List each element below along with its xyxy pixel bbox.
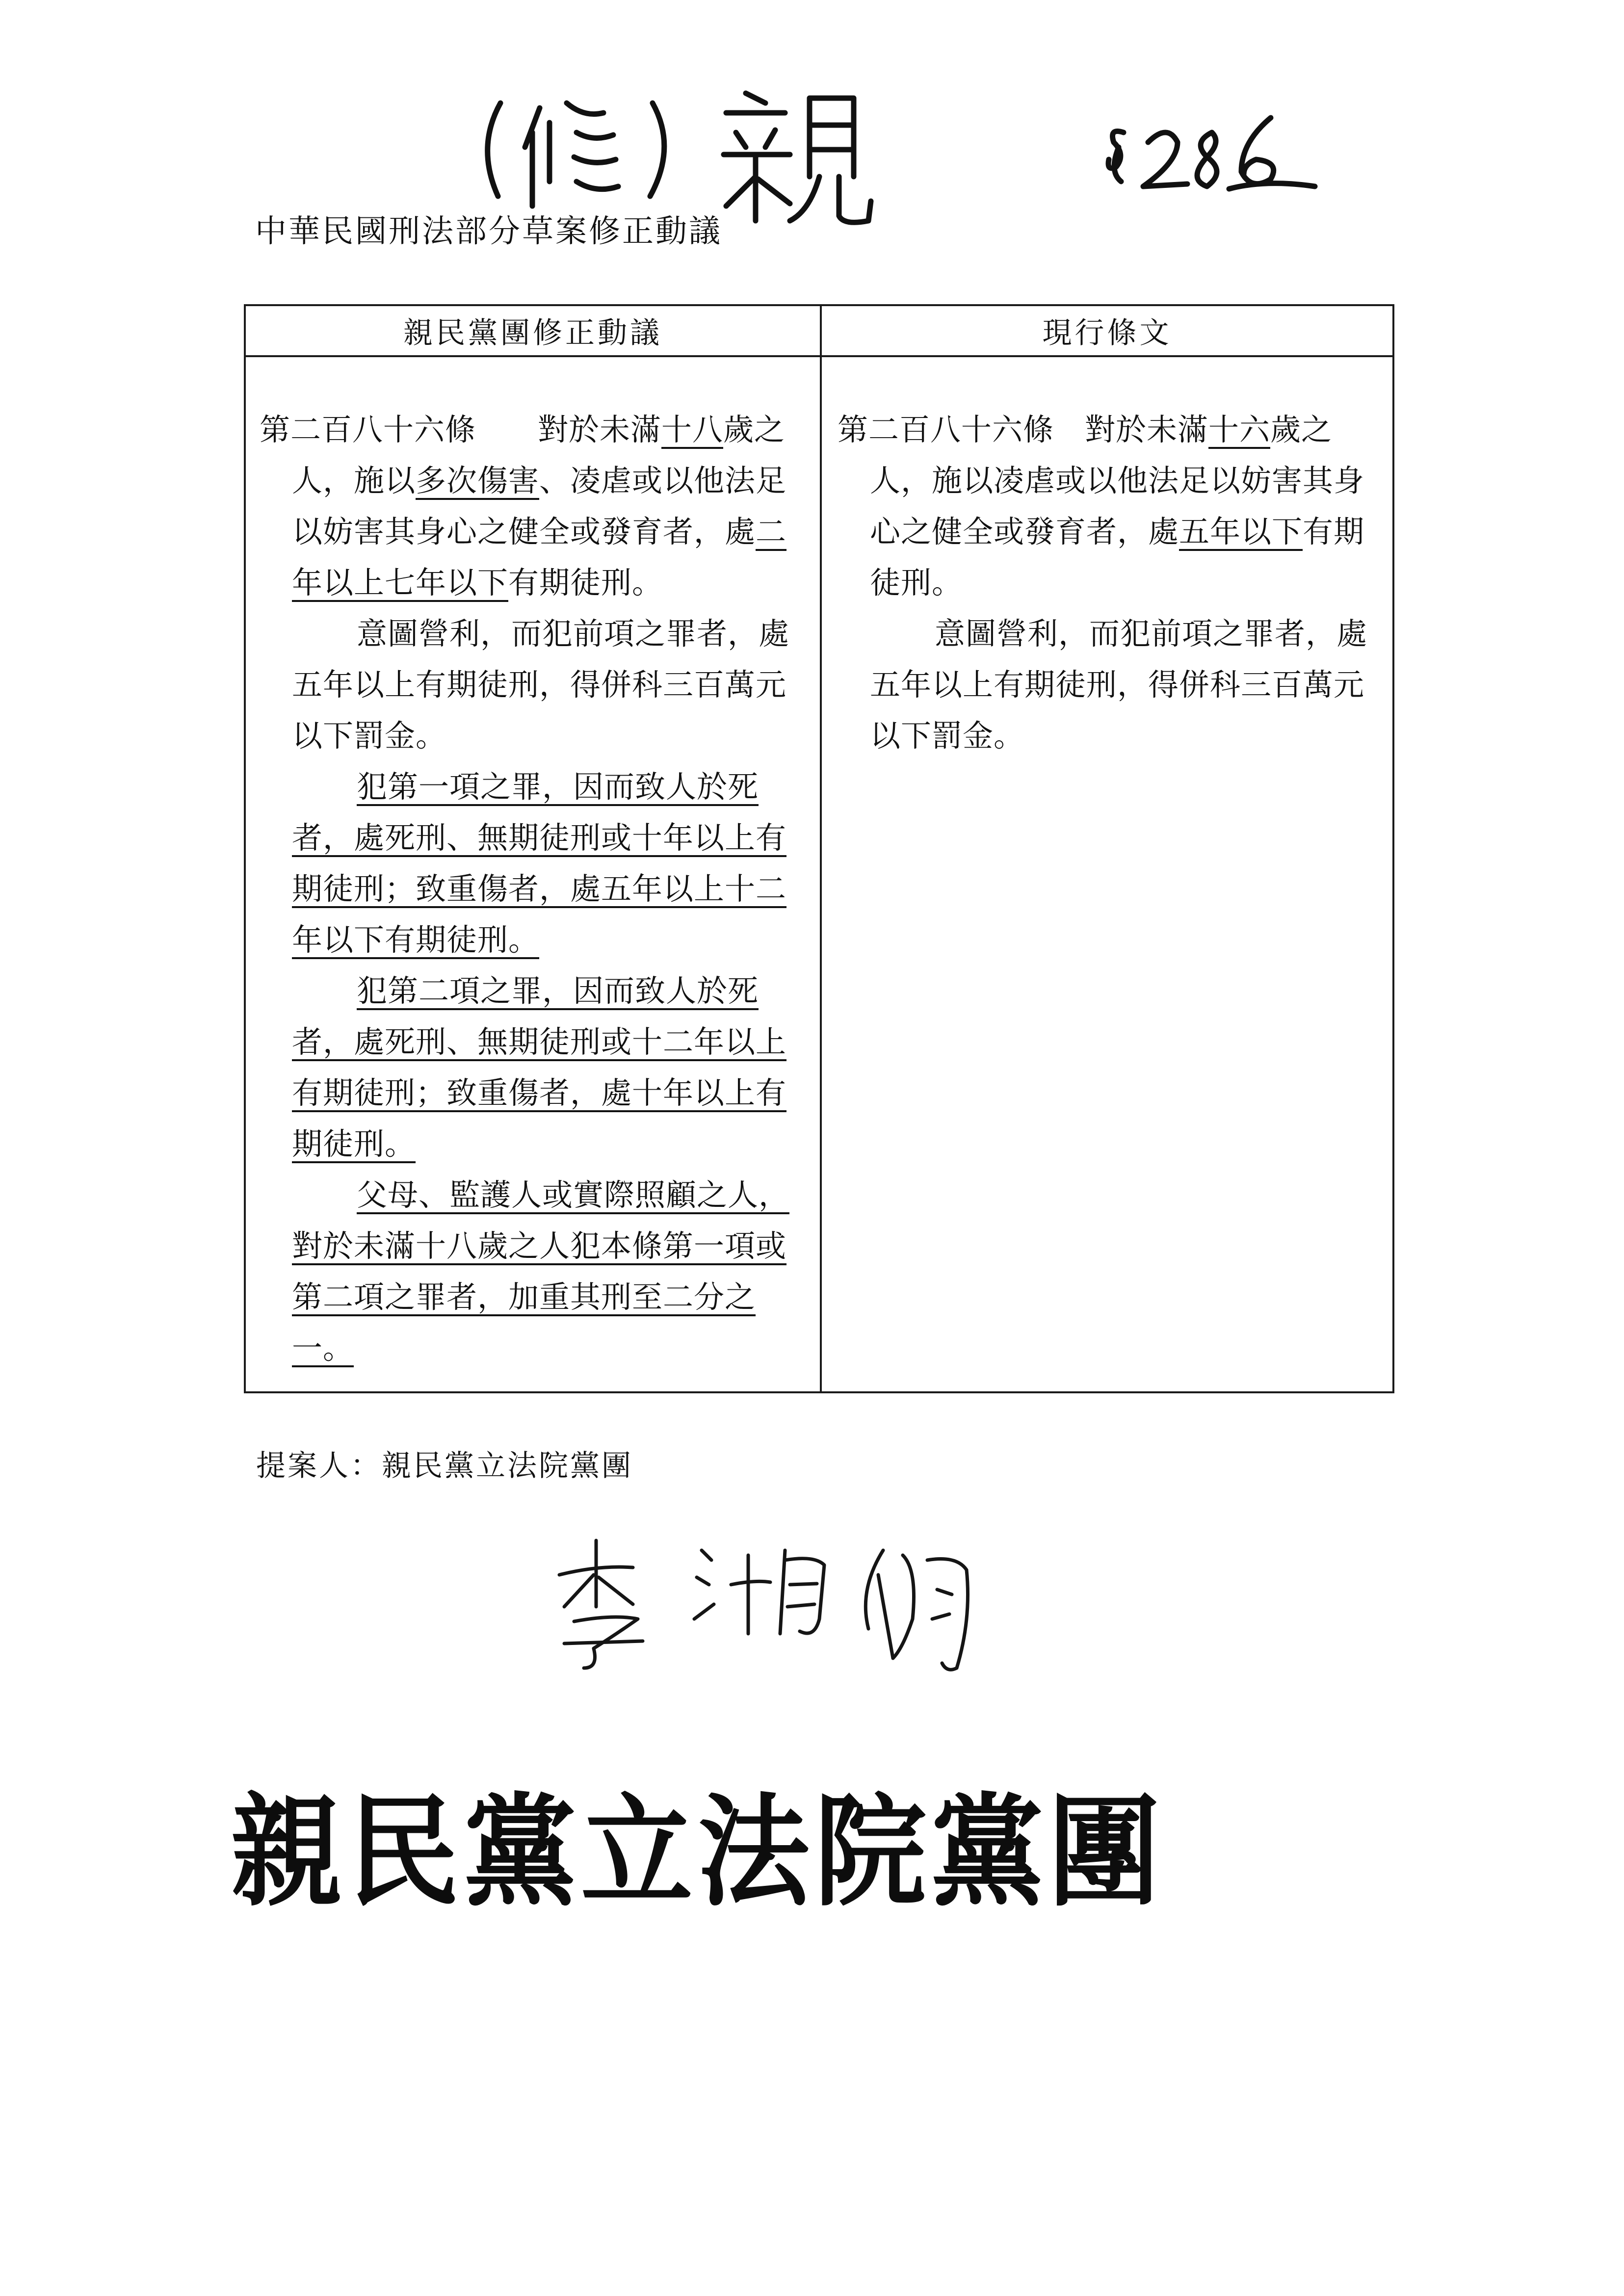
stamp-text: 親民黨立法院黨團 (231, 1780, 1165, 1923)
amendment-text-cell (260, 404, 808, 1374)
underlined-change: 多次傷害 (416, 463, 540, 498)
amendment-paragraph-4: 犯第二項之罪，因而致人於死者，處死刑、無期徒刑或十二年以上有期徒刑；致重傷者，處十年以上有期徒刑。 (292, 973, 787, 1162)
underlined-change: 十八 (661, 412, 724, 447)
column-header-current-text: 現行條文 (1042, 316, 1172, 350)
header-divider (246, 355, 1392, 357)
amendment-paragraph-2: 意圖營利，而犯前項之罪者，處五年以上有期徒刑，得併科三百萬元以下罰金。 (292, 616, 790, 754)
proposer-line (256, 1442, 633, 1485)
amendment-paragraph-3: 犯第一項之罪，因而致人於死者，處死刑、無期徒刑或十年以上有期徒刑；致重傷者，處五年以上十二年以下有期徒刑。 (292, 769, 787, 958)
column-divider (820, 306, 822, 1391)
underlined-change: 五年以下 (1179, 514, 1303, 549)
text-run: 歲之人，施以凌虐或以他法足以妨害其身心之健全或發育者，處 (870, 412, 1365, 549)
handwritten-signature (540, 1521, 991, 1678)
signature-drawing (540, 1521, 991, 1678)
current-paragraph-2: 意圖營利，而犯前項之罪者，處五年以上有期徒刑，得併科三百萬元以下罰金。 (870, 616, 1368, 754)
text-run: 第二百八十六條 對於未滿 (838, 412, 1209, 447)
proposer-label: 提案人： (256, 1449, 382, 1483)
caucus-stamp (231, 1766, 1165, 1923)
text-run: 第二百八十六條 對於未滿 (260, 412, 662, 447)
current-paragraph-1 (838, 404, 1382, 608)
amendment-paragraph-5: 父母、監護人或實際照顧之人，對於未滿十八歲之人犯本條第一項或第二項之罪者，加重其刑至二分之一。 (292, 1177, 790, 1366)
text-run: 歲之人，施以 (292, 412, 786, 498)
text-run: 有期徒刑。 (870, 514, 1365, 600)
underlined-change: 二年以上七年以下 (292, 514, 787, 600)
text-run: 、凌虐或以他法足以妨害其身心之健全或發育者，處 (292, 463, 787, 549)
proposer-name: 親民黨立法院黨團 (382, 1449, 633, 1483)
comparison-table (244, 304, 1394, 1393)
current-text-cell (838, 404, 1382, 761)
document-subtitle: 中華民國刑法部分草案修正動議 (255, 213, 722, 250)
amendment-paragraph-1 (260, 404, 808, 608)
text-run: 有期徒刑。 (508, 565, 663, 600)
column-header-amendment: 親民黨團修正動議 (403, 316, 662, 350)
underlined-change: 十六 (1208, 412, 1271, 447)
